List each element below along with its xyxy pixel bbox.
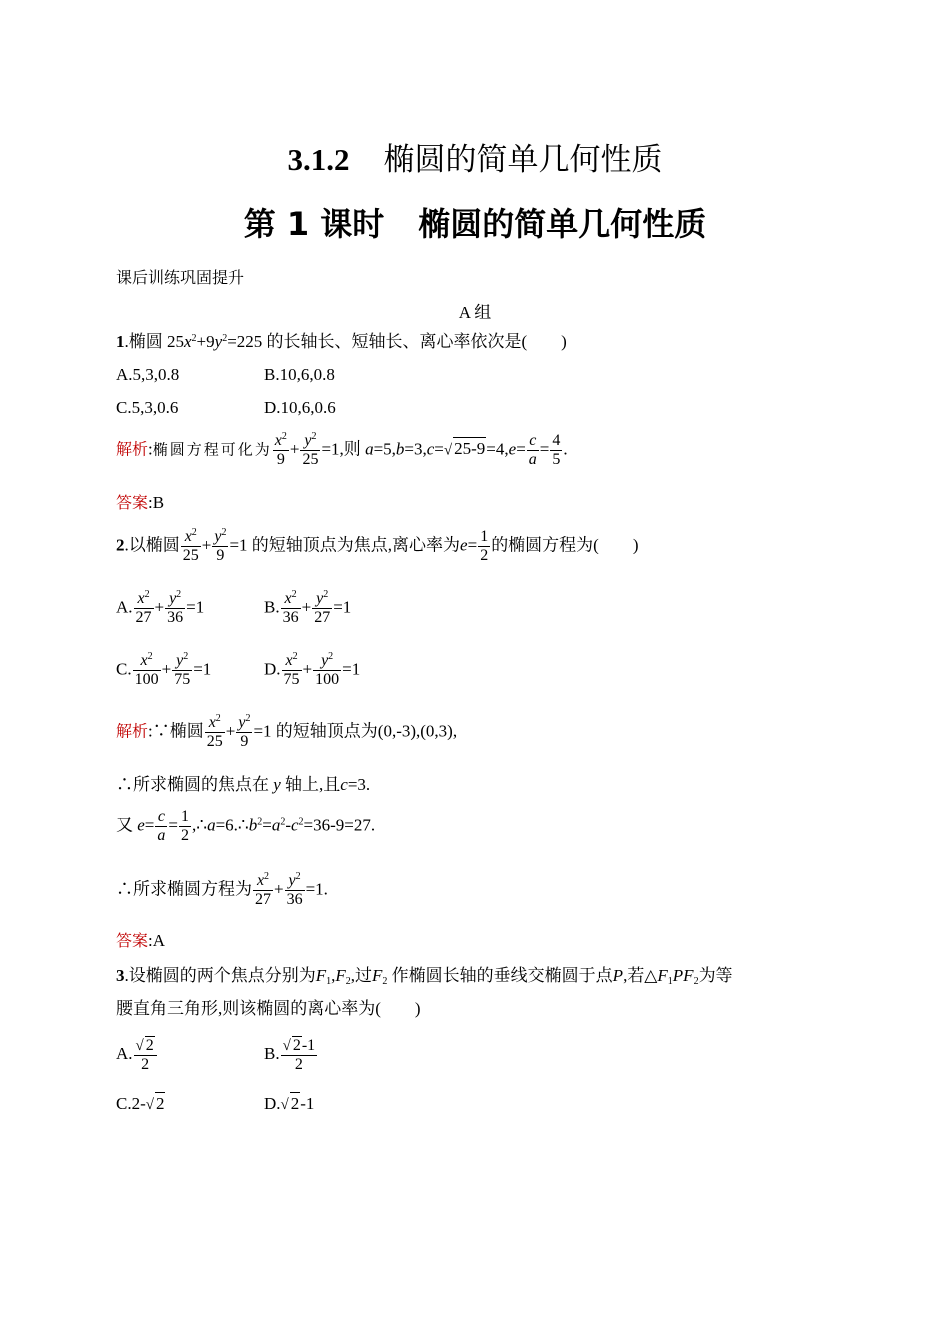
q2-analysis-1: 解析:∵椭圆 $\frac{x^2}{25}$ + $\frac{y^2}{9}$ =1 的短轴顶点为(0,-3),(0,3), (116, 713, 458, 750)
fraction: $\frac{x^2}{9}$ (274, 431, 287, 468)
chapter-number: 3.1.2 (287, 142, 350, 177)
q1-option-c: C.5,3,0.6 (116, 398, 179, 417)
q2-answer: 答案:A (116, 931, 166, 950)
q2-option-b: B. $\frac{x^2}{36}$ + $\frac{y^2}{27}$ =1 (264, 589, 352, 626)
section-heading: 课后训练巩固提升 (116, 268, 245, 287)
fraction: $\frac{1}{2}$ (480, 528, 489, 564)
q1-stem: 1.椭圆 $25x^2+9y^2=225$ 的长轴长、短轴长、离心率依次是( ) (116, 332, 567, 351)
q1-analysis: 解析:椭圆方程可化为 $\frac{x^2}{9}$ + $\frac{y^2}{25}$ =1,则 a=5,b=3,c=√ 25-9=4,e= $\frac{c}{a}$ = $\frac{4}{5}$ . (116, 431, 568, 468)
fraction: $\frac{4}{5}$ (552, 432, 561, 468)
q2-option-c: C. $\frac{x^2}{100}$ + $\frac{y^2}{75}$ =1 (116, 651, 212, 688)
q1-option-b: B.10,6,0.8 (264, 365, 335, 384)
q3-option-b: B. $\frac{√ 2-1}{2}$ (264, 1037, 316, 1073)
chapter-name: 椭圆的简单几何性质 (383, 142, 663, 178)
q2-option-d: D. $\frac{x^2}{75}$ + $\frac{y^2}{100}$ =1 (264, 651, 361, 688)
group-heading: A 组 (458, 303, 492, 322)
answer-label: 答案 (116, 493, 149, 512)
analysis-label: 解析 (116, 439, 149, 459)
q2-stem: 2.以椭圆 $\frac{x^2}{25}$ + $\frac{y^2}{9}$ =1 的短轴顶点为焦点,离心率为e= $\frac{1}{2}$ 的椭圆方程为( ) (116, 527, 639, 564)
fraction: $\frac{y^2}{9}$ (214, 527, 227, 564)
fraction: $\frac{x^2}{25}$ (182, 527, 199, 564)
q1-option-a: A.5,3,0.8 (116, 365, 180, 384)
q3-stem-1: 3.设椭圆的两个焦点分别为$F_1,F_2$,过$F_2$ 作椭圆长轴的垂线交椭圆于点P,若$\triangle F_1PF_2$为等 (116, 966, 733, 987)
q2-analysis-2: ∴所求椭圆的焦点在 y 轴上,且c=3. (116, 775, 371, 794)
q2-option-a: A. $\frac{x^2}{27}$ + $\frac{y^2}{36}$ =1 (116, 589, 205, 626)
q3-option-d: D.√ 2-1 (264, 1094, 315, 1113)
q2-analysis-4: ∴所求椭圆方程为 $\frac{x^2}{27}$ + $\frac{y^2}{36}$ =1. (116, 871, 328, 908)
q2-number: 2 (116, 535, 125, 555)
q3-stem-2: 腰直角三角形,则该椭圆的离心率为( ) (116, 999, 421, 1018)
lesson-title (0, 204, 950, 244)
q2-analysis-3: 又 e= $\frac{c}{a}$ = $\frac{1}{2}$ $,\therefore a=6.\therefore b^2=a^2-c^2=36-9=27$. (116, 808, 376, 844)
lesson-number: 第 1 课时 (243, 205, 385, 243)
q1-number: 1 (116, 332, 125, 351)
radicand: 25-9 (454, 439, 486, 459)
fraction: $\frac{y^2}{25}$ (302, 431, 319, 468)
q3-option-c: C.2-√ 2 (116, 1094, 165, 1113)
lesson-topic: 椭圆的简单几何性质 (418, 205, 707, 243)
q1-option-d: D.10,6,0.6 (264, 398, 336, 417)
q3-option-a: A. $\frac{√ 2}{2}$ (116, 1036, 158, 1074)
fraction: $\frac{c}{a}$ (528, 432, 537, 468)
chapter-title (0, 140, 950, 180)
q3-number: 3 (116, 966, 125, 985)
q1-answer: 答案:B (116, 493, 165, 512)
